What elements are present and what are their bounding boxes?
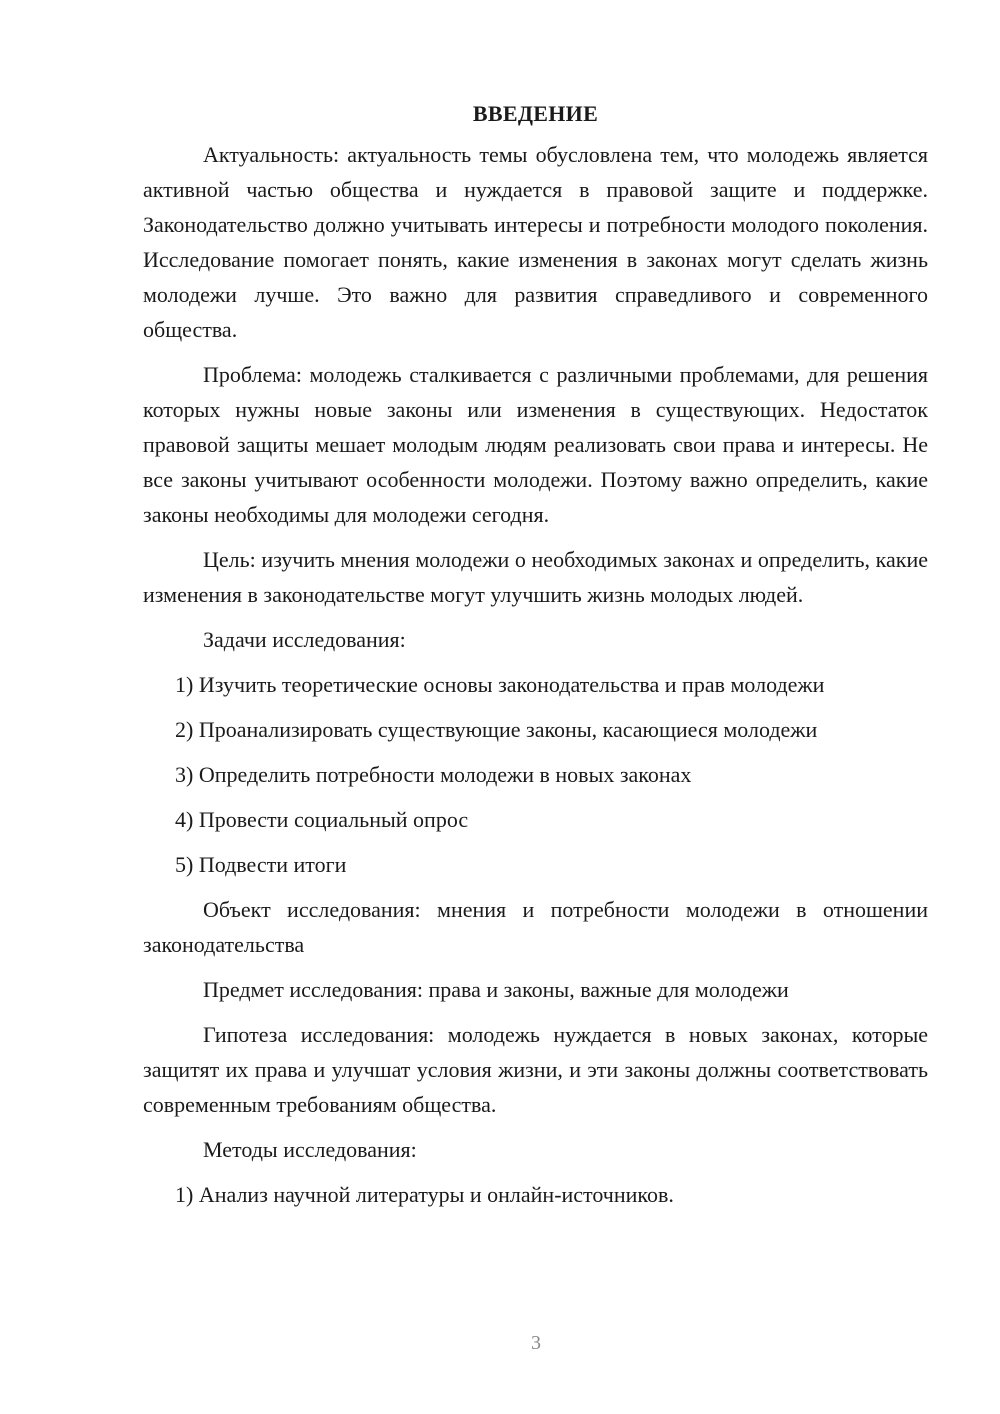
tasks-label: Задачи исследования: bbox=[203, 627, 406, 652]
section-title: ВВЕДЕНИЕ bbox=[472, 101, 599, 126]
page-number: 3 bbox=[531, 1332, 541, 1354]
relevance-paragraph: Актуальность: актуальность темы обусловлена тем, что молодежь является активной частью общества и нуждается в правовой защите и поддержке. Законодательство должно учитывать интересы и потребности молодого поколения. Исследование помогает понять, какие изменения в законах могут сделать жизнь молодежи лучше. Это важно для развития справедливого и современного общества. bbox=[143, 142, 928, 342]
goal-paragraph: Цель: изучить мнения молодежи о необходимых законах и определить, какие изменения в законодательстве могут улучшить жизнь молодых людей. bbox=[143, 547, 928, 607]
page-content bbox=[143, 96, 928, 1222]
problem-paragraph: Проблема: молодежь сталкивается с различными проблемами, для решения которых нужны новые законы или изменения в существующих. Недостаток правовой защиты мешает молодым людям реализовать свои права и интересы. Не все законы учитывают особенности молодежи. Поэтому важно определить, какие законы необходимы для молодежи сегодня. bbox=[143, 362, 928, 527]
task-item-4: 4) Провести социальный опрос bbox=[175, 807, 469, 832]
hypothesis-paragraph: Гипотеза исследования: молодежь нуждается в новых законах, которые защитят их права и улучшат условия жизни, и эти законы должны соответствовать современным требованиям общества. bbox=[143, 1022, 928, 1117]
subject-paragraph: Предмет исследования: права и законы, важные для молодежи bbox=[203, 977, 789, 1002]
task-item-1: 1) Изучить теоретические основы законодательства и прав молодежи bbox=[175, 672, 825, 697]
method-item-1: 1) Анализ научной литературы и онлайн-источников. bbox=[175, 1182, 674, 1207]
methods-label: Методы исследования: bbox=[203, 1137, 417, 1162]
task-item-2: 2) Проанализировать существующие законы, касающиеся молодежи bbox=[175, 717, 818, 742]
object-paragraph: Объект исследования: мнения и потребности молодежи в отношении законодательства bbox=[143, 897, 928, 957]
task-item-3: 3) Определить потребности молодежи в новых законах bbox=[175, 762, 692, 787]
task-item-5: 5) Подвести итоги bbox=[175, 852, 347, 877]
